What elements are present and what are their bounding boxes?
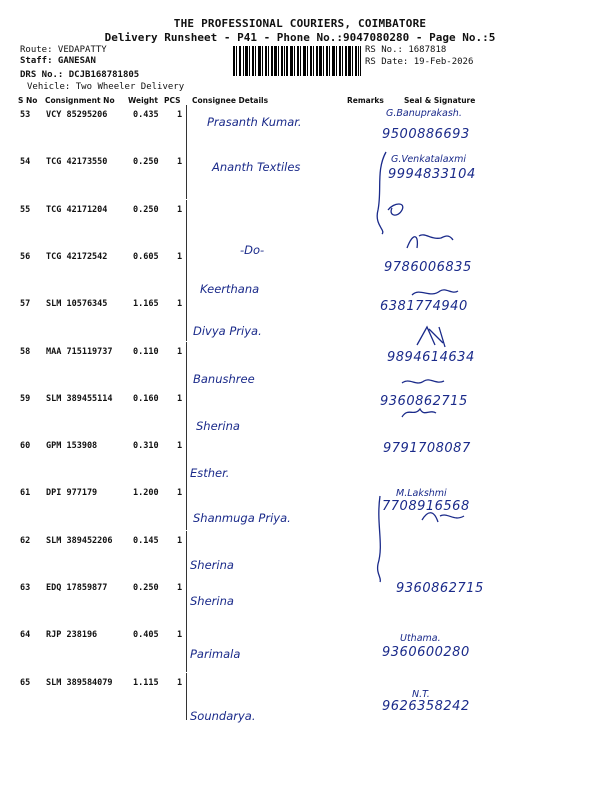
phone-number: 9786006835 [384,259,472,275]
weight-value: 0.110 [133,346,159,357]
consignee-name: Divya Priya. [193,324,262,339]
consignment-number: DPI 977179 [46,488,98,499]
serial-number: 62 [20,535,31,546]
weight-value: 0.250 [133,583,159,593]
pcs-value: 1 [177,299,183,310]
table-row [0,625,600,672]
phone-number: 9500886693 [382,127,470,142]
route-label: Route: VEDAPATTY [20,45,107,55]
consignee-name: Prasanth Kumar. [207,115,302,129]
serial-number: 59 [20,393,31,404]
consignee-name: Sherina [190,594,234,608]
signature-scribble [400,405,445,423]
col-sno: S No [18,96,38,105]
weight-value: 0.160 [133,393,159,404]
consignment-number: GPM 153908 [46,441,98,452]
serial-number: 55 [20,204,31,215]
pcs-value: 1 [177,393,183,404]
pcs-value: 1 [177,346,183,357]
phone-number: 9360600280 [382,645,470,661]
serial-number: 56 [20,251,31,262]
col-remarks: Remarks [347,96,384,105]
col-consignment: Consignment No [45,96,115,105]
column-divider [186,436,187,483]
phone-number: 9360862715 [396,581,484,596]
column-divider [186,578,187,625]
weight-value: 0.250 [133,204,159,215]
staff-label: Staff: GANESAN [20,56,96,66]
column-divider [186,531,187,578]
phone-number: 9894614634 [387,349,475,365]
col-weight: Weight [128,96,158,105]
table-row [0,578,600,625]
consignment-number: TCG 42171204 [46,204,108,215]
consignee-name: -Do- [240,242,265,257]
consignment-number: EDQ 17859877 [46,583,108,593]
pcs-value: 1 [177,204,183,215]
signature-text: Uthama. [400,633,441,645]
pcs-value: 1 [177,535,183,546]
table-row [0,342,600,389]
brace-mark [376,494,396,586]
column-divider [186,389,187,436]
table-row [0,247,600,294]
weight-value: 0.310 [133,441,159,452]
consignment-number: TCG 42173550 [46,157,108,168]
signature-scribble [384,200,414,224]
runsheet-subtitle: Delivery Runsheet - P41 - Phone No.:9047080280 - Page No.:5 [104,31,496,44]
consignee-name: Sherina [196,418,240,433]
company-title: THE PROFESSIONAL COURIERS, COIMBATORE [173,17,427,30]
consignee-name: Parimala [190,647,241,662]
signature-scribble [410,285,470,301]
serial-number: 58 [20,346,31,357]
pcs-value: 1 [177,251,183,262]
weight-value: 0.405 [133,630,159,641]
consignee-name: Keerthana [200,281,260,296]
table-row [0,436,600,483]
serial-number: 54 [20,157,31,168]
col-seal: Seal & Signature [404,96,476,105]
brace-mark [372,150,402,240]
table-row [0,294,600,341]
drs-label: DRS No.: DCJB168781805 [20,70,140,80]
consignee-name: Esther. [190,466,230,481]
consignee-name: Banushree [193,371,255,386]
phone-number: 7708916568 [382,499,470,515]
signature-scribble [405,230,465,254]
consignment-number: VCY 85295206 [46,110,108,120]
pcs-value: 1 [177,583,183,593]
serial-number: 64 [20,630,31,641]
pcs-value: 1 [177,110,183,120]
consignment-number: TCG 42172542 [46,251,108,262]
column-divider [186,152,187,199]
phone-number: 9791708087 [383,441,471,457]
signature-scribble [400,375,450,389]
weight-value: 1.165 [133,299,159,310]
column-divider [186,625,187,672]
weight-value: 1.200 [133,488,159,499]
pcs-value: 1 [177,157,183,168]
signature-scribble [420,508,470,528]
consignment-number: RJP 238196 [46,630,98,641]
column-divider [186,105,187,152]
phone-number: 9360862715 [380,393,468,409]
vehicle-label: Vehicle: Two Wheeler Delivery [27,82,185,92]
column-divider [186,483,187,530]
column-divider [186,342,187,389]
signature-text: G.Banuprakash. [386,108,462,119]
consignment-number: SLM 10576345 [46,299,108,310]
consignment-number: SLM 389455114 [46,393,113,404]
table-row [0,483,600,530]
serial-number: 61 [20,488,31,499]
pcs-value: 1 [177,677,183,688]
column-divider [186,673,187,720]
serial-number: 63 [20,583,31,593]
weight-value: 1.115 [133,677,159,688]
weight-value: 0.145 [133,535,159,546]
weight-value: 0.435 [133,110,159,120]
consignee-name: Soundarya. [190,708,256,723]
consignment-number: SLM 389584079 [46,677,113,688]
signature-text: G.Venkatalaxmi [391,154,467,166]
table-row [0,389,600,436]
signature-scribble [415,325,455,353]
phone-number: 9994833104 [388,167,476,183]
table-row [0,152,600,199]
rs-date: RS Date: 19-Feb-2026 [365,57,474,67]
phone-number: 6381774940 [380,299,468,315]
signature-text: M.Lakshmi [396,488,447,500]
consignee-name: Shanmuga Priya. [193,511,291,526]
col-pcs: PCS [164,96,181,105]
consignee-name: Sherina [190,557,234,572]
table-row [0,673,600,723]
table-row [0,531,600,578]
pcs-value: 1 [177,441,183,452]
consignment-number: SLM 389452206 [46,535,113,546]
column-divider [186,294,187,341]
weight-value: 0.605 [133,251,159,262]
serial-number: 60 [20,441,31,452]
table-row [0,105,600,152]
column-divider [186,200,187,247]
phone-number: 9626358242 [382,698,470,714]
barcode-image [233,46,361,76]
column-divider [186,247,187,294]
consignment-number: MAA 715119737 [46,346,113,357]
rs-number: RS No.: 1687818 [365,45,447,55]
serial-number: 65 [20,677,31,688]
consignee-name: Ananth Textiles [212,160,301,175]
pcs-value: 1 [177,488,183,499]
pcs-value: 1 [177,630,183,641]
serial-number: 53 [20,110,31,120]
col-consignee: Consignee Details [192,96,269,105]
serial-number: 57 [20,299,31,310]
weight-value: 0.250 [133,157,159,168]
signature-text: N.T. [412,688,430,700]
